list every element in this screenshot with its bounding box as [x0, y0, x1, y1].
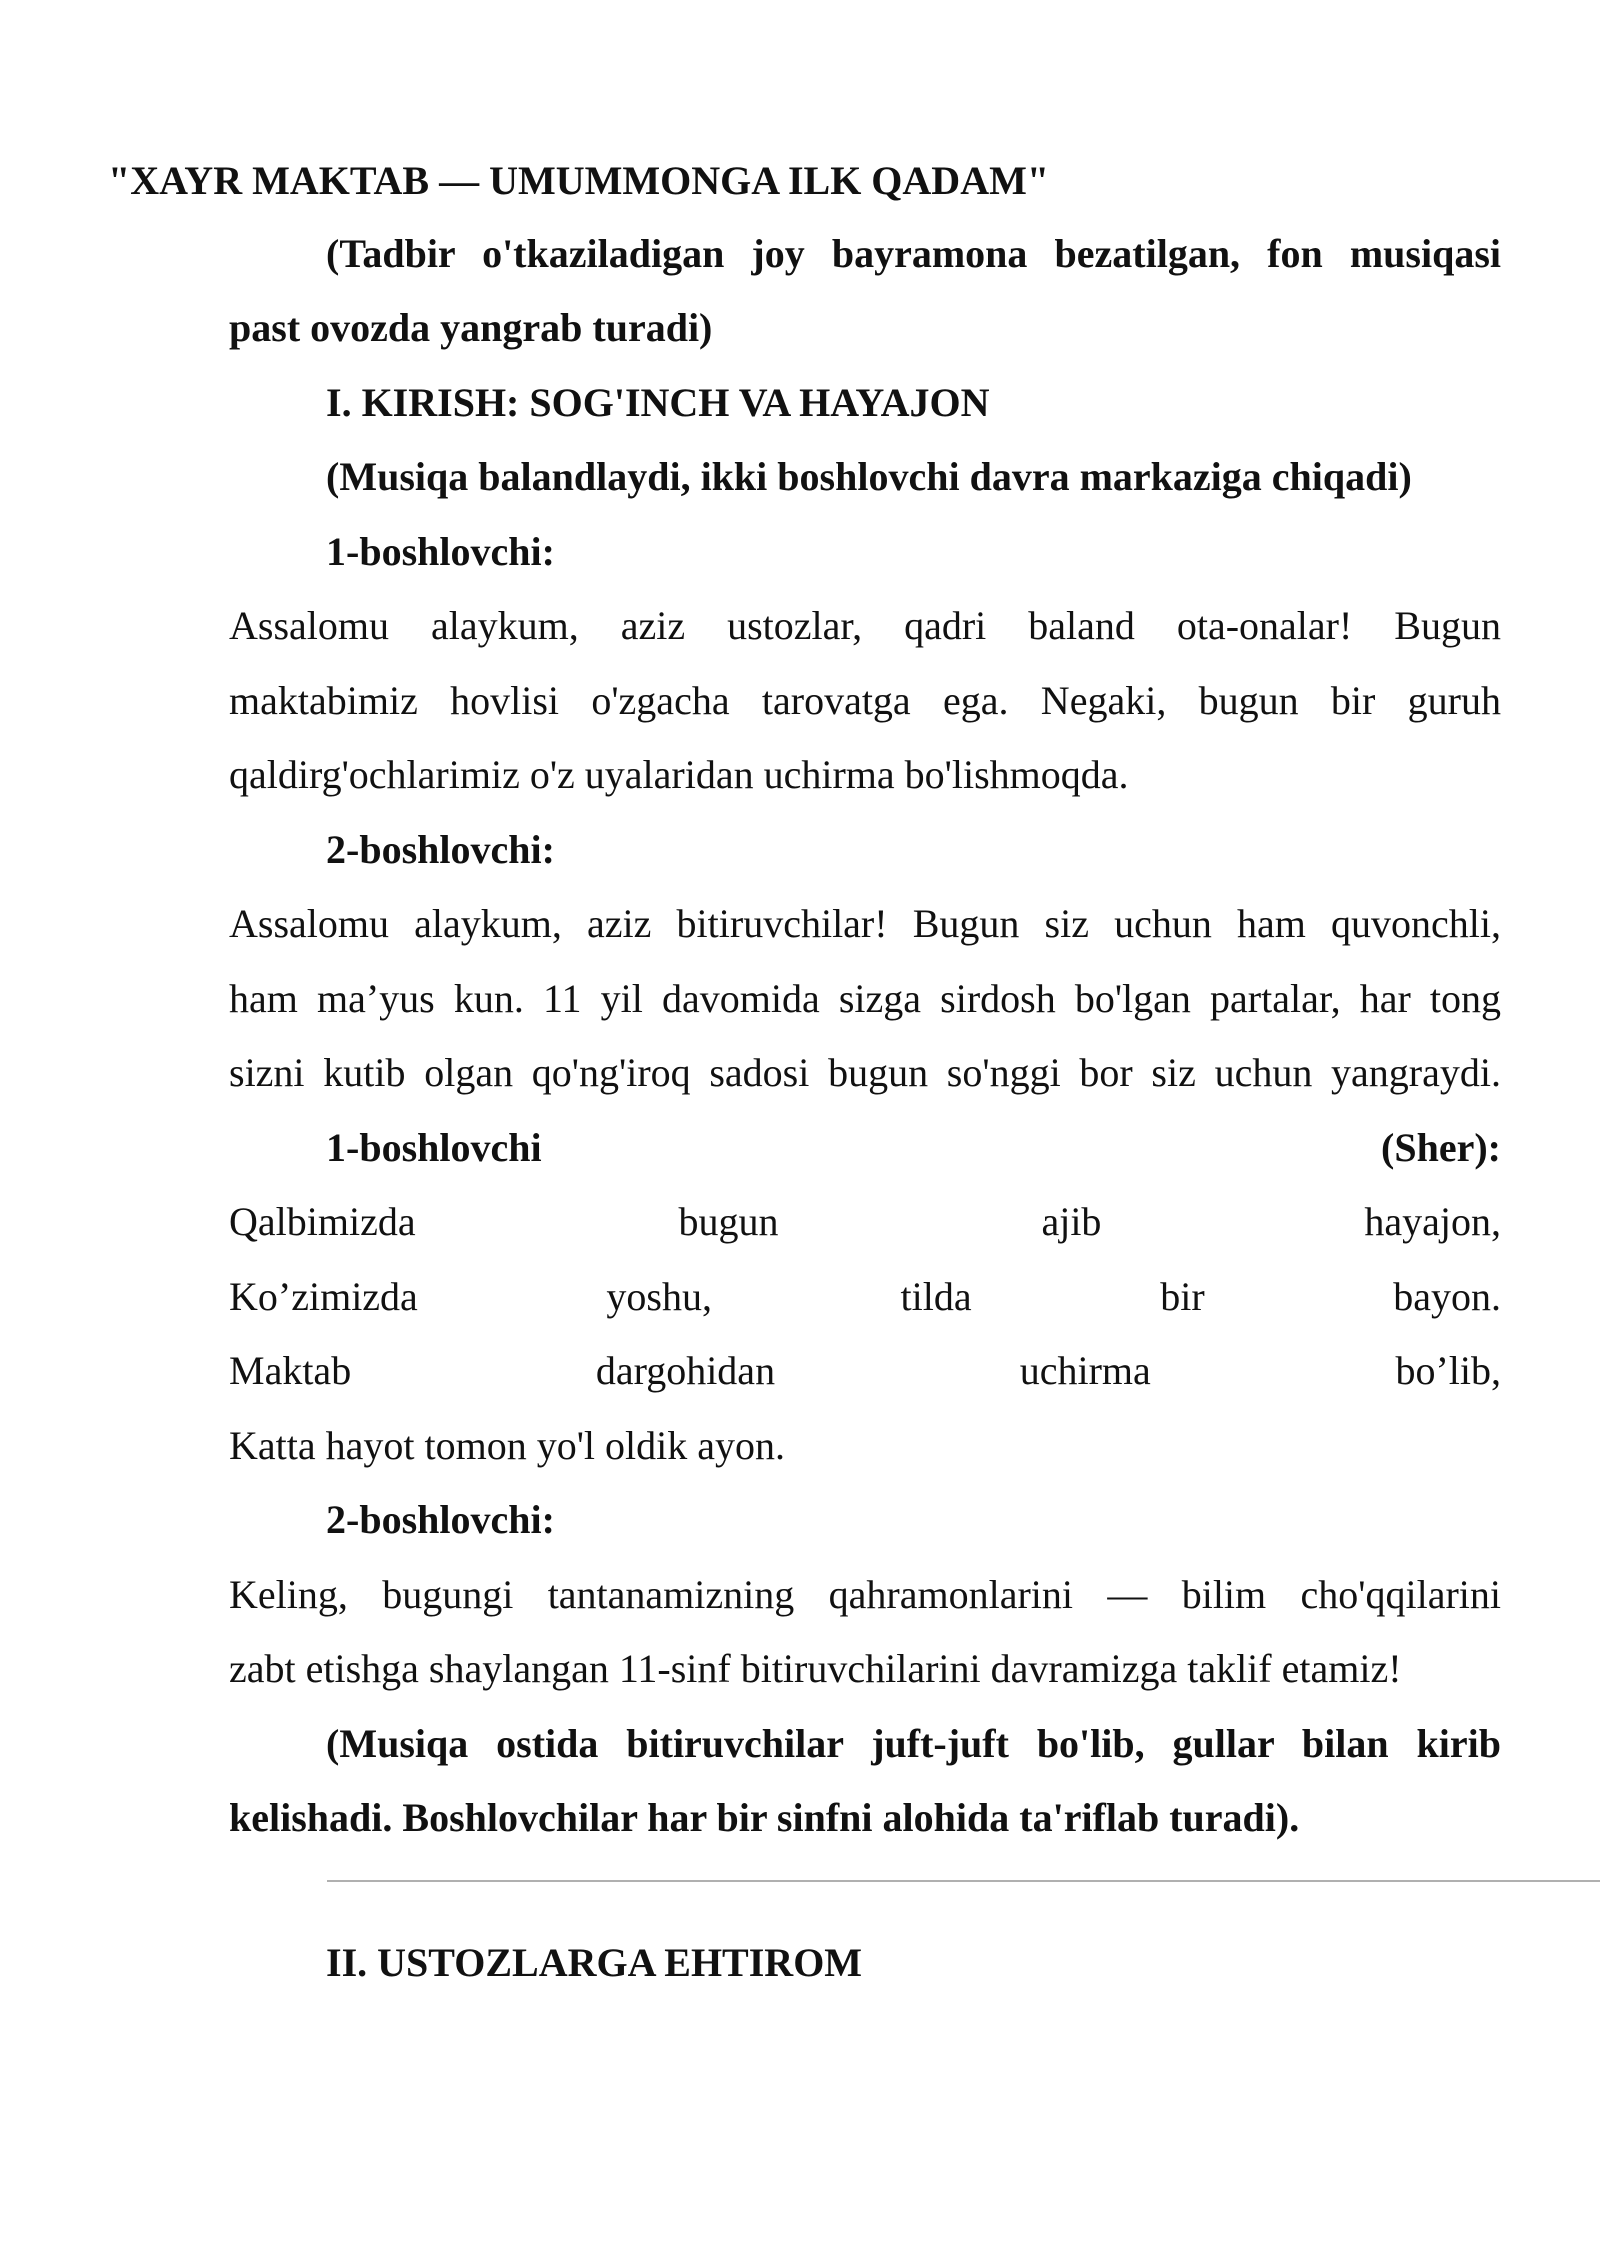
- poem-word: ajib: [1041, 1199, 1102, 1244]
- speaker-label: 2-boshlovchi:: [326, 1497, 555, 1542]
- speech-line: maktabimiz hovlisi o'zgacha tarovatga ega. Negaki, bugun bir guruh: [229, 678, 1501, 723]
- speaker-label: 1-boshlovchi:: [326, 529, 555, 574]
- closing-note-line: (Musiqa ostida bitiruvchilar juft-juft bo'lib, gullar bilan kirib: [326, 1721, 1501, 1766]
- section-2-heading: II. USTOZLARGA EHTIROM: [326, 1940, 863, 1985]
- poem-word: yoshu,: [606, 1274, 712, 1319]
- speech-line: sizni kutib olgan qo'ng'iroq sadosi bugun so'nggi bor siz uchun yangraydi.: [229, 1050, 1501, 1095]
- speech-line: Assalomu alaykum, aziz bitiruvchilar! Bugun siz uchun ham quvonchli,: [229, 901, 1501, 946]
- poem-word: bayon.: [1393, 1274, 1501, 1319]
- closing-note-line: kelishadi. Boshlovchilar har bir sinfni alohida ta'riflab turadi).: [229, 1795, 1300, 1840]
- poem-word: Maktab: [229, 1348, 352, 1393]
- poem-word: bo’lib,: [1395, 1348, 1501, 1393]
- poem-word: hayajon,: [1364, 1199, 1501, 1244]
- intro-note-line-2: past ovozda yangrab turadi): [229, 305, 713, 350]
- poem-line: [229, 1196, 1501, 1248]
- poem-word: tilda: [900, 1274, 972, 1319]
- poem-word: uchirma: [1019, 1348, 1151, 1393]
- poem-word: Ko’zimizda: [229, 1274, 418, 1319]
- poem-line: [229, 1345, 1501, 1397]
- poem-line: [229, 1271, 1501, 1323]
- poem-word: bir: [1160, 1274, 1205, 1319]
- poem-word: bugun: [678, 1199, 779, 1244]
- speech-line: ham ma’yus kun. 11 yil davomida sizga sirdosh bo'lgan partalar, har tong: [229, 976, 1501, 1021]
- speaker-label: 1-boshlovchi: [326, 1125, 542, 1170]
- section-1-heading: I. KIRISH: SOG'INCH VA HAYAJON: [326, 380, 990, 425]
- speaker-note: (Sher):: [1381, 1125, 1501, 1170]
- poem-speaker-row: [229, 1122, 1501, 1174]
- speech-line: Keling, bugungi tantanamizning qahramonlarini — bilim cho'qqilarini: [229, 1572, 1501, 1617]
- section-divider: [327, 1880, 1600, 1882]
- stage-note: (Musiqa balandlaydi, ikki boshlovchi davra markaziga chiqadi): [326, 454, 1412, 499]
- poem-word: Qalbimizda: [229, 1199, 416, 1244]
- intro-note-line-1: (Tadbir o'tkaziladigan joy bayramona bezatilgan, fon musiqasi: [326, 231, 1501, 276]
- speech-line: zabt etishga shaylangan 11-sinf bitiruvchilarini davramizga taklif etamiz!: [229, 1646, 1402, 1691]
- poem-word: dargohidan: [595, 1348, 776, 1393]
- speech-line: qaldirg'ochlarimiz o'z uyalaridan uchirma bo'lishmoqda.: [229, 752, 1129, 797]
- speech-line: Assalomu alaykum, aziz ustozlar, qadri baland ota-onalar! Bugun: [229, 603, 1501, 648]
- document-title: "XAYR MAKTAB — UMUMMONGA ILK QADAM": [108, 158, 1050, 203]
- poem-line: Katta hayot tomon yo'l oldik ayon.: [229, 1423, 786, 1468]
- speaker-label: 2-boshlovchi:: [326, 827, 555, 872]
